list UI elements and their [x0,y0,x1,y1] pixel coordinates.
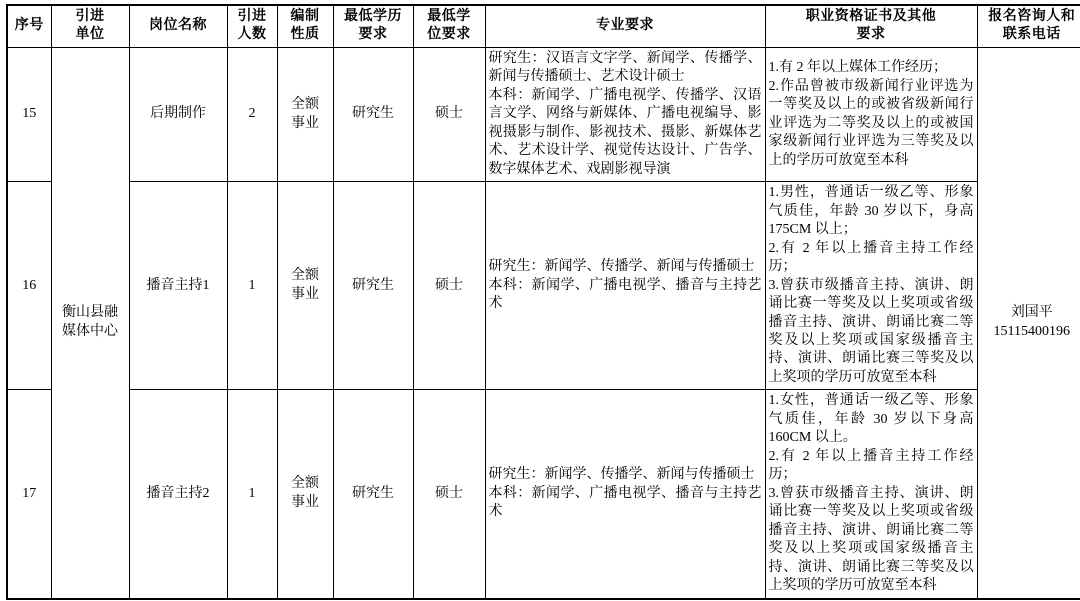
column-header-no: 序号 [7,5,51,47]
table-body [7,47,1080,598]
cell-count: 1 [227,390,277,599]
cell-count: 1 [227,182,277,390]
cell-post: 播音主持2 [129,390,227,599]
cell-major: 研究生：新闻学、传播学、新闻与传播硕士 本科：新闻学、广播电视学、播音与主持艺术 [485,182,765,390]
cell-major: 研究生：新闻学、传播学、新闻与传播硕士 本科：新闻学、广播电视学、播音与主持艺术 [485,390,765,599]
table-header [7,5,1080,47]
header-row [7,5,1080,47]
table-row [7,182,1080,390]
cell-degree: 硕士 [413,182,485,390]
recruitment-table [6,4,1080,600]
cell-no: 17 [7,390,51,599]
cell-post: 播音主持1 [129,182,227,390]
cell-post: 后期制作 [129,47,227,181]
cell-degree: 硕士 [413,390,485,599]
column-header-post: 岗位名称 [129,5,227,47]
cell-education: 研究生 [333,390,413,599]
column-header-education: 最低学历 要求 [333,5,413,47]
cell-degree: 硕士 [413,47,485,181]
table-row [7,47,1080,181]
table-row [7,390,1080,599]
cell-qualification: 1.有 2 年以上媒体工作经历； 2.作品曾被市级新闻行业评选为一等奖及以上的或被省级新闻行业评选为二等奖及以上的或被国家级新闻行业评选为三等奖及以上的学历可放宽至本科 [765,47,977,181]
cell-contact: 刘国平 15115400196 [977,47,1080,598]
cell-education: 研究生 [333,182,413,390]
column-header-qualification: 职业资格证书及其他 要求 [765,5,977,47]
cell-qualification: 1.男性，普通话一级乙等、形象气质佳，年龄 30 岁以下，身高 175CM 以上； 2.有 2 年以上播音主持工作经历； 3.曾获市级播音主持、演讲、朗诵比赛一等奖及以上奖项或省级播音主持、演讲、朗诵比赛二等奖及以上奖项或国家级播音主持、演讲、朗诵比赛三等奖及以上奖项的学历可放宽至本科 [765,182,977,390]
column-header-type: 编制 性质 [277,5,333,47]
cell-type: 全额 事业 [277,390,333,599]
cell-type: 全额 事业 [277,182,333,390]
cell-type: 全额 事业 [277,47,333,181]
cell-education: 研究生 [333,47,413,181]
cell-qualification: 1.女性，普通话一级乙等、形象气质佳，年龄 30 岁以下身高 160CM 以上。 2.有 2 年以上播音主持工作经历； 3.曾获市级播音主持、演讲、朗诵比赛一等奖及以上奖项或省级播音主持、演讲、朗诵比赛二等奖及以上奖项或国家级播音主持、演讲、朗诵比赛三等奖及以上奖项的学历可放宽至本科 [765,390,977,599]
cell-no: 16 [7,182,51,390]
cell-count: 2 [227,47,277,181]
column-header-count: 引进 人数 [227,5,277,47]
cell-no: 15 [7,47,51,181]
column-header-degree: 最低学 位要求 [413,5,485,47]
column-header-major: 专业要求 [485,5,765,47]
column-header-contact: 报名咨询人和 联系电话 [977,5,1080,47]
column-header-unit: 引进 单位 [51,5,129,47]
cell-unit: 衡山县融 媒体中心 [51,47,129,598]
cell-major: 研究生：汉语言文字学、新闻学、传播学、新闻与传播硕士、艺术设计硕士 本科：新闻学、广播电视学、传播学、汉语言文学、网络与新媒体、广播电视编导、影视摄影与制作、影视技术、摄影、新媒体艺术、艺术设计学、视觉传达设计、广告学、数字媒体艺术、戏剧影视导演 [485,47,765,181]
